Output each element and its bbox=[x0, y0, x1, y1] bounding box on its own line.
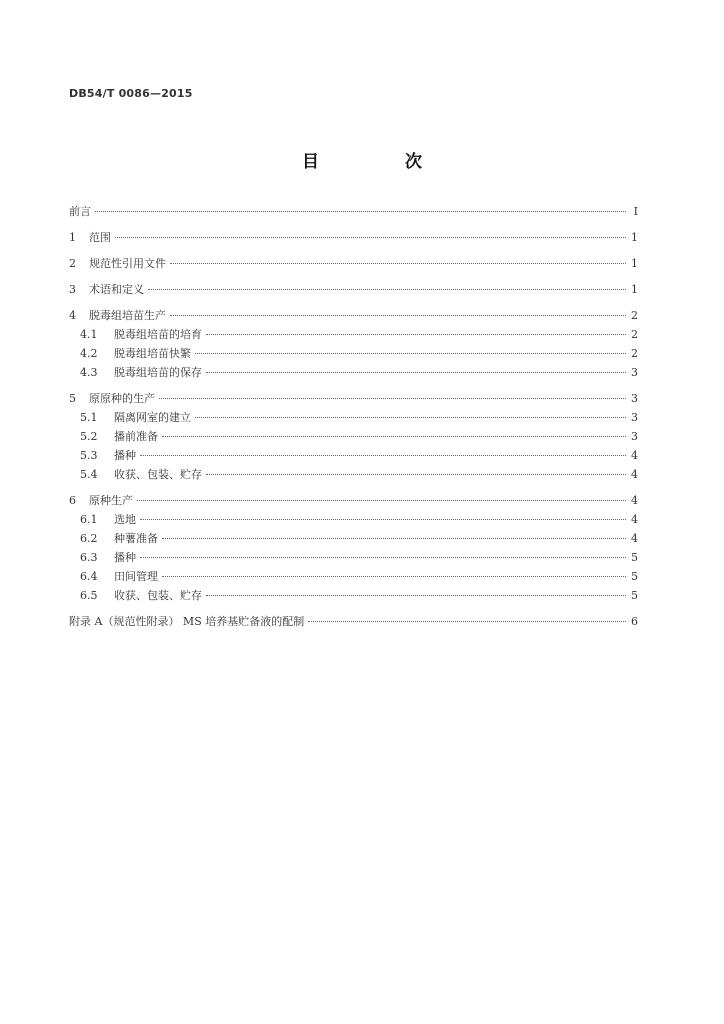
toc-entry[interactable] bbox=[69, 409, 638, 428]
toc-entry-number: 4.3 bbox=[80, 366, 98, 379]
toc-dot-leader bbox=[159, 398, 626, 399]
toc-entry[interactable] bbox=[69, 229, 638, 248]
toc-entry[interactable] bbox=[69, 307, 638, 326]
toc-entry-label: 规范性引用文件 bbox=[89, 257, 166, 270]
toc-entry-label: 隔离网室的建立 bbox=[114, 411, 191, 424]
toc-dot-leader bbox=[170, 315, 626, 316]
toc-entry-number: 5.3 bbox=[80, 449, 98, 462]
toc-dot-leader bbox=[206, 595, 626, 596]
toc-entry-page: 3 bbox=[631, 430, 638, 443]
toc-entry[interactable] bbox=[69, 428, 638, 447]
toc-dot-leader bbox=[162, 538, 626, 539]
toc-entry-label: 术语和定义 bbox=[89, 283, 144, 296]
toc-dot-leader bbox=[195, 353, 626, 354]
toc-entry[interactable] bbox=[69, 587, 638, 606]
toc-entry[interactable] bbox=[69, 568, 638, 587]
toc-entry-label: 播前准备 bbox=[114, 430, 158, 443]
toc-entry-label: 范围 bbox=[89, 231, 111, 244]
toc-dot-leader bbox=[95, 211, 626, 212]
toc-entry-label: 脱毒组培苗快繁 bbox=[114, 347, 191, 360]
toc-entry[interactable] bbox=[69, 511, 638, 530]
toc-entry-number: 6.4 bbox=[80, 570, 98, 583]
toc-entry-number: 6.2 bbox=[80, 532, 98, 545]
toc-entry-page: 4 bbox=[631, 449, 638, 462]
toc-entry-page: 1 bbox=[631, 231, 638, 244]
toc-entry[interactable] bbox=[69, 613, 638, 632]
toc-entry-label: 脱毒组培苗的保存 bbox=[114, 366, 202, 379]
toc-entry[interactable] bbox=[69, 203, 638, 222]
toc-entry-page: 1 bbox=[631, 283, 638, 296]
toc-dot-leader bbox=[137, 500, 626, 501]
toc-entry-page: 5 bbox=[631, 551, 638, 564]
toc-dot-leader bbox=[308, 621, 626, 622]
toc-dot-leader bbox=[140, 519, 626, 520]
toc-entry-page: Ⅰ bbox=[633, 205, 638, 218]
toc-entry[interactable] bbox=[69, 326, 638, 345]
toc-entry[interactable] bbox=[69, 492, 638, 511]
toc-entry[interactable] bbox=[69, 390, 638, 409]
toc-entry-number: 4 bbox=[69, 309, 76, 322]
toc-entry-number: 6.1 bbox=[80, 513, 98, 526]
toc-entry[interactable] bbox=[69, 345, 638, 364]
standard-code: DB54/T 0086—2015 bbox=[69, 87, 193, 100]
toc-entry-page: 1 bbox=[631, 257, 638, 270]
toc-entry-label: 原原种的生产 bbox=[89, 392, 155, 405]
toc-dot-leader bbox=[148, 289, 626, 290]
toc-dot-leader bbox=[195, 417, 626, 418]
toc-entry-page: 6 bbox=[631, 615, 638, 628]
toc-entry-page: 3 bbox=[631, 411, 638, 424]
toc-entry-label: 附录 A（规范性附录） MS 培养基贮备液的配制 bbox=[69, 615, 305, 628]
toc-entry-page: 5 bbox=[631, 570, 638, 583]
toc-entry-label: 前言 bbox=[69, 205, 91, 218]
toc-entry-label: 播种 bbox=[114, 449, 136, 462]
toc-entry-number: 6.5 bbox=[80, 589, 98, 602]
toc-dot-leader bbox=[162, 436, 626, 437]
toc-entry-number: 4.1 bbox=[80, 328, 98, 341]
toc-entry-label: 收获、包装、贮存 bbox=[114, 589, 202, 602]
toc-dot-leader bbox=[140, 455, 626, 456]
toc-entry-label: 播种 bbox=[114, 551, 136, 564]
toc-entry-number: 6.3 bbox=[80, 551, 98, 564]
toc-entry-label: 收获、包装、贮存 bbox=[114, 468, 202, 481]
toc-entry-label: 脱毒组培苗的培育 bbox=[114, 328, 202, 341]
toc-entry-page: 5 bbox=[631, 589, 638, 602]
toc-entry[interactable] bbox=[69, 549, 638, 568]
toc-entry-number: 5.4 bbox=[80, 468, 98, 481]
toc-entry-number: 6 bbox=[69, 494, 76, 507]
toc-dot-leader bbox=[206, 474, 626, 475]
toc-dot-leader bbox=[140, 557, 626, 558]
toc-title: 目 次 bbox=[302, 152, 462, 172]
toc-entry[interactable] bbox=[69, 255, 638, 274]
toc-entry-page: 2 bbox=[631, 347, 638, 360]
toc-entry-page: 4 bbox=[631, 513, 638, 526]
toc-dot-leader bbox=[170, 263, 626, 264]
toc-dot-leader bbox=[206, 372, 626, 373]
toc-entry-page: 4 bbox=[631, 532, 638, 545]
toc-entry-number: 1 bbox=[69, 231, 76, 244]
toc-entry-page: 4 bbox=[631, 494, 638, 507]
toc-dot-leader bbox=[115, 237, 626, 238]
toc-entry[interactable] bbox=[69, 466, 638, 485]
toc-entry-page: 3 bbox=[631, 366, 638, 379]
toc-entry-page: 3 bbox=[631, 392, 638, 405]
toc-entry[interactable] bbox=[69, 447, 638, 466]
toc-entry-label: 田间管理 bbox=[114, 570, 158, 583]
toc-entry-number: 5.2 bbox=[80, 430, 98, 443]
toc-entry-number: 4.2 bbox=[80, 347, 98, 360]
toc-entry-label: 脱毒组培苗生产 bbox=[89, 309, 166, 322]
toc-entry-number: 5.1 bbox=[80, 411, 98, 424]
toc-entry-label: 原种生产 bbox=[89, 494, 133, 507]
toc-dot-leader bbox=[162, 576, 626, 577]
toc-entry[interactable] bbox=[69, 281, 638, 300]
toc-entry-label: 选地 bbox=[114, 513, 136, 526]
toc-list bbox=[69, 203, 638, 632]
toc-entry-label: 种薯准备 bbox=[114, 532, 158, 545]
toc-entry-number: 5 bbox=[69, 392, 76, 405]
toc-entry-page: 4 bbox=[631, 468, 638, 481]
toc-dot-leader bbox=[206, 334, 626, 335]
toc-entry-number: 3 bbox=[69, 283, 76, 296]
toc-entry[interactable] bbox=[69, 530, 638, 549]
toc-entry-page: 2 bbox=[631, 309, 638, 322]
toc-entry-page: 2 bbox=[631, 328, 638, 341]
toc-entry[interactable] bbox=[69, 364, 638, 383]
toc-entry-number: 2 bbox=[69, 257, 76, 270]
